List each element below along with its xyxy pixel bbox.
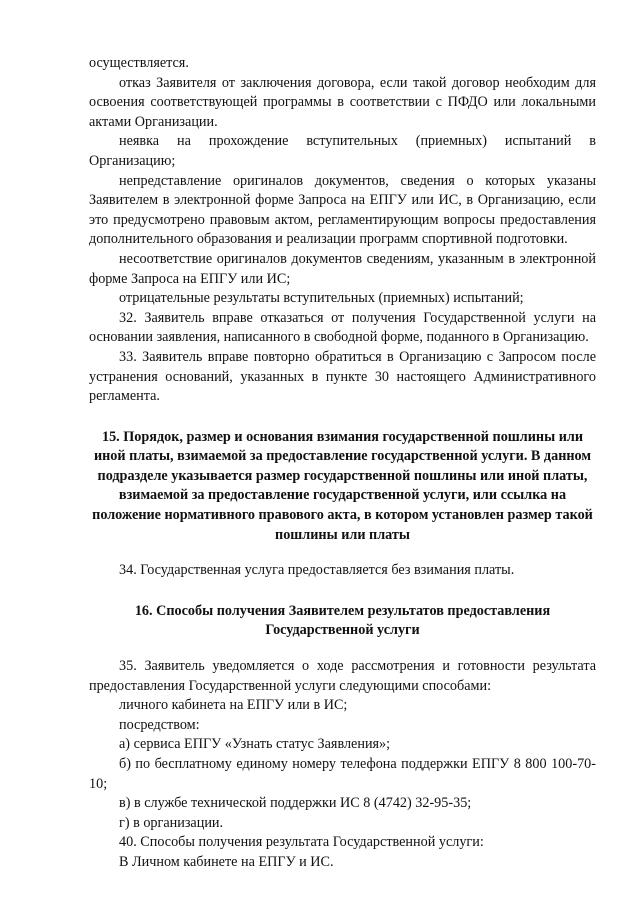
paragraph-mismatch: несоответствие оригиналов документов сведениям, указанным в электронной форме Запроса на ЕПГУ или ИС;: [89, 250, 596, 287]
paragraph-35: 35. Заявитель уведомляется о ходе рассмотрения и готовности результата предоставления Государственной услуги следующими способами:: [89, 658, 596, 694]
paragraph-33: 33. Заявитель вправе повторно обратиться в Организацию с Запросом после устранения оснований, указанных в пункте 30 настоящего Административного регламента.: [89, 348, 596, 405]
list-item-b: б) по бесплатному единому номеру телефона поддержки ЕПГУ 8 800 100-70-10;: [89, 756, 596, 792]
paragraph-34: 34. Государственная услуга предоставляется без взимания платы.: [119, 562, 515, 579]
section-15-heading: 15. Порядок, размер и основания взимания государственной пошлины или иной платы, взимаемой за предоставление государственной услуги. В данном подразделе указывается размер государственной пошлины или иной платы, взимаемой за предоставление государственной услуги, или ссылка на положение нормативного правового акта, в котором установлен размер такой пошлины или платы: [92, 428, 593, 543]
paragraph-40: 40. Способы получения результата Государственной услуги:: [119, 834, 484, 851]
spacer: [89, 641, 596, 657]
paragraph-result-cabinet: В Личном кабинете на ЕПГУ и ИС.: [119, 853, 334, 870]
list-item-a: а) сервиса ЕПГУ «Узнать статус Заявления»;: [119, 736, 391, 753]
paragraph-continuation: осуществляется.: [89, 55, 189, 71]
paragraph-32: 32. Заявитель вправе отказаться от получения Государственной услуги на основании заявления, написанного в свободной форме, поданного в Организацию.: [89, 309, 596, 346]
document-page: [89, 54, 596, 873]
spacer: [89, 581, 596, 602]
paragraph-personal-cabinet: личного кабинета на ЕПГУ или в ИС;: [119, 697, 348, 714]
paragraph-negative-results: отрицательные результаты вступительных (приемных) испытаний;: [119, 290, 524, 307]
paragraph-via: посредством:: [119, 716, 200, 733]
spacer: [89, 545, 596, 561]
section-16-heading: 16. Способы получения Заявителем результатов предоставления Государственной услуги: [134, 602, 551, 639]
list-item-v: в) в службе технической поддержки ИС 8 (4742) 32-95-35;: [119, 795, 472, 812]
list-item-g: г) в организации.: [119, 814, 224, 831]
paragraph-no-originals: непредставление оригиналов документов, сведения о которых указаны Заявителем в электронной форме Запроса на ЕПГУ или ИС, в Организацию, если это предусмотрено правовым актом, регламентирующим вопросы предоставления дополнительного образования и реализации программ спортивной подготовки.: [89, 172, 596, 248]
paragraph-no-show: неявка на прохождение вступительных (приемных) испытаний в Организацию;: [89, 133, 596, 169]
spacer: [89, 407, 596, 428]
paragraph-refusal-contract: отказ Заявителя от заключения договора, если такой договор необходим для освоения соответствующей программы в соответствии с ПФДО или локальными актами Организации.: [89, 74, 596, 130]
